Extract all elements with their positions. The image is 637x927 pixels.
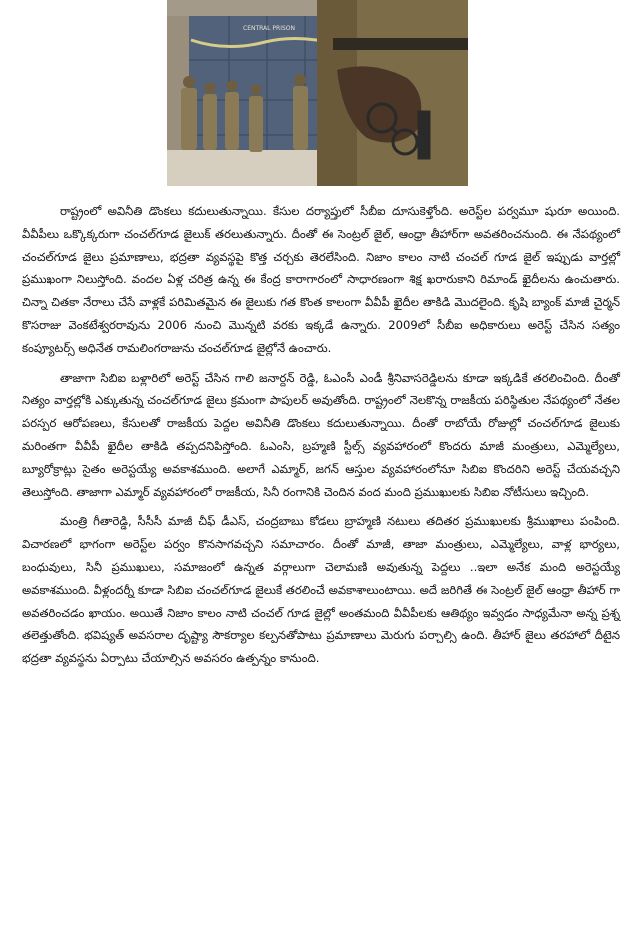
- gate-sign-text: CENTRAL PRISON: [243, 25, 295, 32]
- article-paragraph-2: తాజాగా సిబిఐ బళ్లారిలో అరెస్ట్ చేసిన గాలి జనార్దన్ రెడ్డి, ఓఎంసీ ఎండీ శ్రీనివాసరెడ్డిలను కూడా ఇక్కడికే తరలించింది. దీంతో నిత్యం వార్తల్లోకి ఎక్కుతున్న చంచల్‌గూడ జైలు క్రమంగా పాపులర్ అవుతోంది. రాష్ట్రంలో నెలకొన్న రాజకీయ పరిస్థితుల నేపథ్యంలో నేతల పరస్పర ఆరోపణలు, కేసులతో రాజకీయ పెద్దల అవినీతి డొంకలు కదులుతున్నాయి. దీంతో రాబోయే రోజుల్లో చంచల్‌గూడ జైలుకు మరింతగా వీవీపీ ఖైదీల తాకిడి తప్పదనిపిస్తోంది. ఓఎంసి, బ్రహ్మణి స్టీల్స్ వ్యవహారంలో కొందరు మాజీ మంత్రులు, ఎమ్మెల్యేలు, బ్యూరోక్రాట్లు సైతం అరెస్టయ్యే అవకాశముంది. అలాగే ఎమ్మార్, జగన్ ఆస్తుల వ్యవహారంలోనూ సిబిఐ కొందరిని అరెస్ట్ చేయవచ్చని తెలుస్తోంది. తాజాగా ఎమ్మార్ వ్యవహారంలో రాజకీయ, సినీ రంగానికి చెందిన వంద మంది ప్రముఖులకు సిబిఐ నోటీసులు ఇచ్చింది.: [22, 370, 620, 499]
- foreground-officer: [317, 0, 468, 186]
- article-body: [22, 200, 620, 677]
- news-photo: [167, 0, 468, 186]
- prison-gate-photo: [167, 0, 468, 186]
- article-paragraph-3: మంత్రి గీతారెడ్డి, సీసీసీ మాజీ చీఫ్ డీఎస్, చంద్రబాబు కోడలు బ్రాహ్మణి నటులు తదితర ప్రముఖులకు శ్రీముఖాలు పంపింది. విచారణలో భాగంగా అరెస్ట్‌ల పర్వం కొనసాగవచ్చని సమాచారం. దీంతో మాజీ, తాజా మంత్రులు, ఎమ్మెల్యేలు, వాళ్ల భార్యలు, బంధువులు, సినీ ప్రముఖులు, సమాజంలో ఉన్నత వర్గాలుగా చెలామణి అవుతున్న పెద్దలు ..ఇలా అనేక మంది అరెస్టయ్యే అవకాశముంది. వీళ్లందర్నీ కూడా సిబిఐ చంచల్‌గూడ జైలుకే తరలించే అవకాశాలుంటాయి. అదే జరిగితే ఈ సెంట్రల్ జైల్ ఆంధ్రా తీహార్ గా అవతరించడం ఖాయం. అయితే నిజాం కాలం నాటి చంచల్ గూడ జైల్లో అంతమంది వీవీపీలకు ఆతిథ్యం ఇవ్వడం సాధ్యమేనా అన్న ప్రశ్న తలెత్తుతోంది. భవిష్యత్ అవసరాల దృష్ట్యా సౌకర్యాల కల్పనతోపాటు ప్రమాణాలు మెరుగు పర్చాల్సి ఉంది. తీహార్ జైలు తరహాలో దీటైన భద్రతా వ్యవస్థను ఏర్పాటు చేయాల్సిన అవసరం ఉత్పన్నం కానుంది.: [22, 514, 620, 666]
- article-paragraph-1: రాష్ట్రంలో అవినీతి డొంకలు కదులుతున్నాయి. కేసుల దర్యాప్తులో సీబీఐ దూసుకెళ్తోంది. అరెస్ట్‌ల పర్వమూ షురూ అయింది. వీవీపీలు ఒక్కొక్కరుగా చంచల్‌గూడ జైలుక్ తరలుతున్నారు. దీంతో ఈ సెంట్రల్ జైల్, ఆంధ్రా తీహార్‌గా అవతరించనుంది. ఈ నేపథ్యంలో చంచల్‌గూడ జైలు ప్రమాణాలు, భద్రతా వ్యవస్థపై కొత్త చర్చకు తెరలేసింది. నిజాం కాలం నాటి చంచల్ గూడ జైల్ ఇప్పుడు వార్తల్లో ప్రముఖంగా నిలుస్తోంది. వందల ఏళ్ల చరిత్ర ఉన్న ఈ కేంద్ర కారాగారంలో సాధారణంగా శిక్ష ఖరారుకాని రిమాండ్ ఖైదీలను ఉంచుతారు. చిన్నా చితకా నేరాలు చేసే వాళ్లకే పరిమితమైన ఈ జైలుకు గత కొంత కాలంగా వీవీపీ ఖైదీల తాకిడి మొదలైంది. కృషి బ్యాంక్ మాజీ చైర్మన్ కొసరాజు వెంకటేశ్వరరావును 2006 నుంచి మొన్నటి వరకు ఇక్కడే ఉన్నారు. 2009లో సీబీఐ అధికారులు అరెస్ట్ చేసిన సత్యం కంప్యూటర్స్ అధినేత రామలింగరాజును చంచల్‌గూడ జైల్లోనే ఉంచారు.: [22, 204, 620, 355]
